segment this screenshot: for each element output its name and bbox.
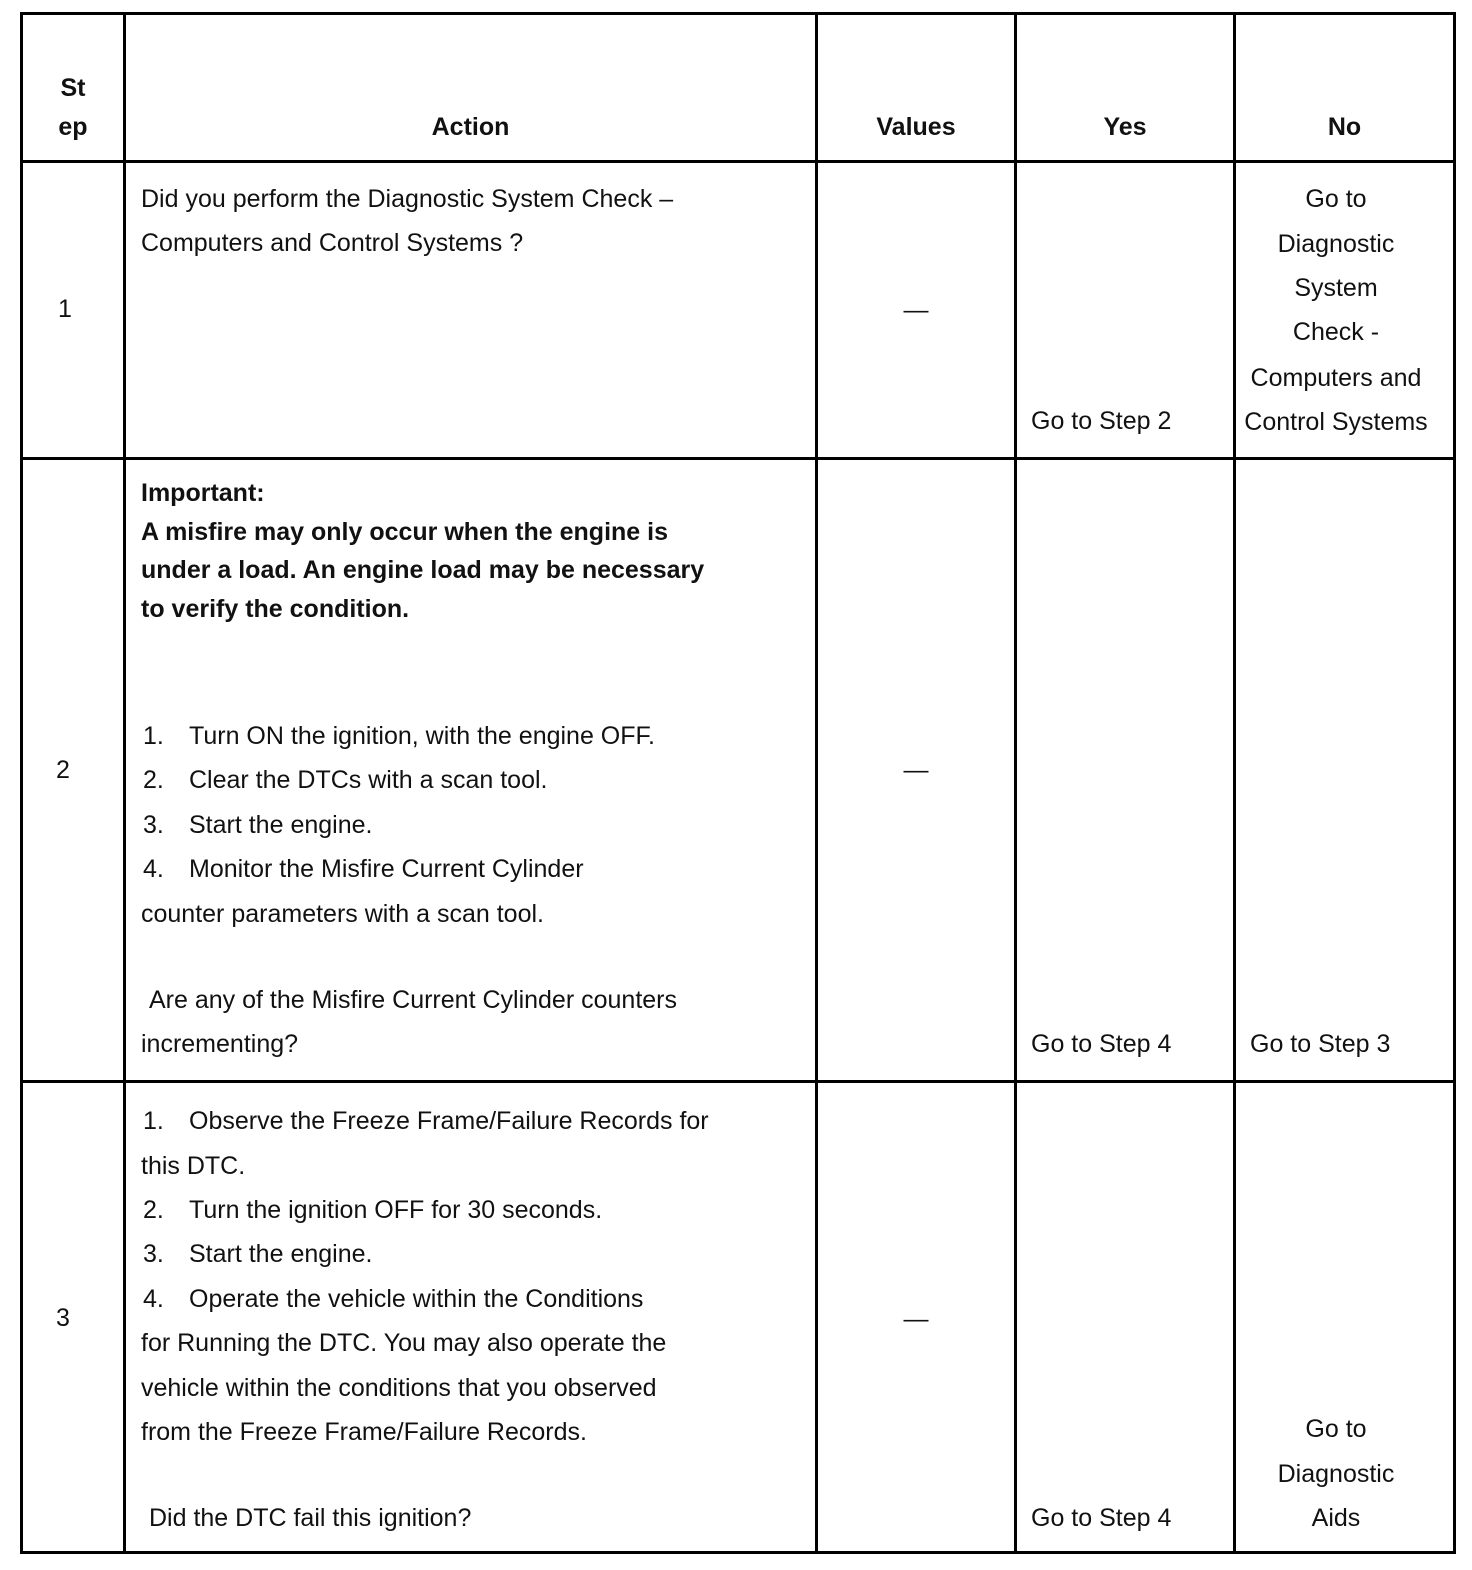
row2-step1-num: 1. <box>143 722 164 750</box>
row1-no-line6: Control Systems <box>1244 408 1428 436</box>
row3-no-line3: Aids <box>1311 1504 1361 1532</box>
row3-values-cell <box>818 1083 1017 1551</box>
header-yes-cell <box>1017 15 1236 163</box>
row3-no-line2: Diagnostic <box>1277 1460 1395 1488</box>
row2-values-cell <box>818 460 1017 1083</box>
row2-yes: Go to Step 4 <box>1031 1030 1172 1058</box>
header-action: Action <box>431 113 510 141</box>
important-line2: under a load. An engine load may be necessary <box>141 556 705 584</box>
row3-yes-cell <box>1017 1083 1236 1551</box>
row3-no-line1: Go to <box>1305 1415 1367 1443</box>
header-step-line1: St <box>60 74 86 102</box>
header-yes: Yes <box>1103 113 1147 141</box>
row3-continuation-line1: for Running the DTC. You may also operate the <box>141 1329 667 1357</box>
row2-continuation: counter parameters with a scan tool. <box>141 900 544 928</box>
row3-values: — <box>903 1305 929 1333</box>
row3-yes: Go to Step 4 <box>1031 1504 1172 1532</box>
row3-action-cell <box>126 1083 818 1551</box>
diagnostic-table <box>20 12 1456 1554</box>
row2-step4-text: Monitor the Misfire Current Cylinder <box>189 855 584 883</box>
row3-step3-text: Start the engine. <box>189 1240 373 1268</box>
header-values-cell <box>818 15 1017 163</box>
row1-no-cell <box>1236 163 1453 460</box>
row1-no-line1: Go to <box>1305 185 1367 213</box>
row2-step-cell <box>23 460 126 1083</box>
row3-step2-num: 2. <box>143 1196 164 1224</box>
header-step-line2: ep <box>58 113 88 141</box>
row3-step1-text: Observe the Freeze Frame/Failure Records for <box>189 1107 709 1135</box>
row1-action-cell <box>126 163 818 460</box>
header-step-cell <box>23 15 126 163</box>
row2-step2-num: 2. <box>143 766 164 794</box>
row3-step4-text: Operate the vehicle within the Conditions <box>189 1285 644 1313</box>
row1-no-line4: Check - <box>1292 318 1380 346</box>
row2-step: 2 <box>56 756 70 784</box>
row1-step-cell <box>23 163 126 460</box>
row1-action-line2: Computers and Control Systems ? <box>141 229 524 257</box>
important-label: Important: <box>141 479 265 507</box>
row1-no-line3: System <box>1294 274 1378 302</box>
row2-step4-num: 4. <box>143 855 164 883</box>
header-no: No <box>1327 113 1362 141</box>
row1-values: — <box>903 296 929 324</box>
important-line3: to verify the condition. <box>141 595 410 623</box>
row1-values-cell <box>818 163 1017 460</box>
row3-step1-wrap: this DTC. <box>141 1152 246 1180</box>
row1-yes: Go to Step 2 <box>1031 407 1172 435</box>
row3-step1-num: 1. <box>143 1107 164 1135</box>
row3-step4-num: 4. <box>143 1285 164 1313</box>
row2-step2-text: Clear the DTCs with a scan tool. <box>189 766 548 794</box>
header-values: Values <box>876 113 956 141</box>
row2-no: Go to Step 3 <box>1250 1030 1391 1058</box>
row2-action-cell <box>126 460 818 1083</box>
row2-yes-cell <box>1017 460 1236 1083</box>
row3-step2-text: Turn the ignition OFF for 30 seconds. <box>189 1196 603 1224</box>
row2-step3-num: 3. <box>143 811 164 839</box>
row3-step: 3 <box>56 1304 70 1332</box>
row3-step3-num: 3. <box>143 1240 164 1268</box>
row2-question-line2: incrementing? <box>141 1030 299 1058</box>
row3-no-cell <box>1236 1083 1453 1551</box>
header-no-cell <box>1236 15 1453 163</box>
row3-continuation-line3: from the Freeze Frame/Failure Records. <box>141 1418 587 1446</box>
row3-continuation-line2: vehicle within the conditions that you observed <box>141 1374 657 1402</box>
row2-step1-text: Turn ON the ignition, with the engine OFF. <box>189 722 655 750</box>
row2-question-line1: Are any of the Misfire Current Cylinder counters <box>149 986 677 1014</box>
header-action-cell <box>126 15 818 163</box>
row1-action-line1: Did you perform the Diagnostic System Check – <box>141 185 674 213</box>
row1-yes-cell <box>1017 163 1236 460</box>
row1-step: 1 <box>58 295 72 323</box>
important-line1: A misfire may only occur when the engine is <box>141 518 668 546</box>
row1-no-line2: Diagnostic <box>1277 230 1395 258</box>
row2-step3-text: Start the engine. <box>189 811 373 839</box>
row3-question: Did the DTC fail this ignition? <box>149 1504 472 1532</box>
row3-step-cell <box>23 1083 126 1551</box>
row1-no-line5: Computers and <box>1250 364 1422 392</box>
row2-values: — <box>903 756 929 784</box>
row2-no-cell <box>1236 460 1453 1083</box>
